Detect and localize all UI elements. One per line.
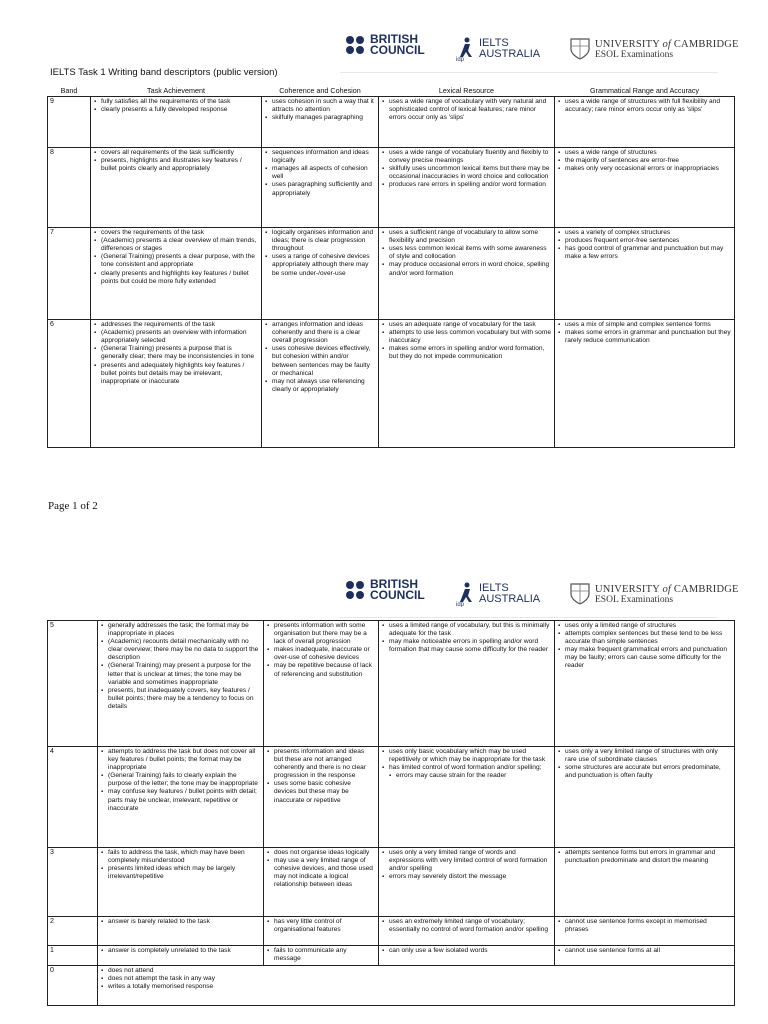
cam-cambridge: CAMBRIDGE (673, 583, 739, 595)
cambridge-esol-logo (570, 38, 739, 60)
list-item: ▪ may produce occasional errors in word choice, spelling and/or word formation (382, 261, 551, 277)
table-row (48, 946, 735, 966)
header-task-achievement: Task Achievement (91, 86, 262, 97)
cambridge-shield-icon (570, 38, 590, 60)
list-item: ▪ writes a totally memorised response (101, 983, 731, 991)
band-number: 3 (48, 848, 98, 917)
list-item: ▪ logically organises information and ideas; there is clear progression throughout (265, 229, 375, 253)
list-item: ▪ makes inadequate, inaccurate or over-use of cohesive devices (267, 646, 375, 662)
logo-bar (0, 579, 768, 619)
list-item: ▪ some structures are accurate but errors predominate, and punctuation is often faulty (558, 764, 731, 780)
table-row (48, 97, 735, 148)
british-council-logo (346, 34, 425, 56)
table-row (48, 848, 735, 917)
header-band: Band (48, 86, 91, 97)
british-council-dots-icon (346, 581, 364, 599)
list-item: ▪ presents information and ideas but these are not arranged coherently and there is no clear progression in the response (267, 748, 375, 780)
list-item: ▪ uses only a limited range of structures (558, 622, 731, 630)
list-item: ▪ arranges information and ideas coherently and there is a clear overall progression (265, 321, 375, 345)
list-item: ▪ clearly presents and highlights key features / bullet points but could be more fully extended (94, 270, 258, 286)
list-item: ▪ fails to address the task, which may have been completely misunderstood (101, 849, 260, 865)
document-title: IELTS Task 1 Writing band descriptors (public version) (50, 67, 278, 78)
band-descriptors-table-page2 (47, 620, 735, 1006)
list-item: ▪ uses cohesive devices effectively, but cohesion within and/or between sentences may be faulty or mechanical (265, 345, 375, 377)
list-item: ▪ can only use a few isolated words (382, 947, 551, 955)
list-item: ▪ may make frequent grammatical errors and punctuation may be faulty; errors can cause some difficulty for the reader (558, 646, 731, 670)
table-row (48, 621, 735, 747)
band-number: 9 (48, 97, 91, 148)
list-item: ▪ uses a range of cohesive devices appropriately although there may be some under-/over-use (265, 253, 375, 277)
list-item: ▪ skilfully manages paragraphing (265, 114, 375, 122)
list-item: ▪ uses an adequate range of vocabulary for the task (382, 321, 551, 329)
cam-cambridge: CAMBRIDGE (673, 38, 739, 50)
list-item: ▪ uses a wide range of structures (558, 149, 731, 157)
list-item: ▪ sequences information and ideas logically (265, 149, 375, 165)
cam-of: of (662, 38, 672, 50)
list-item: ▪ may be repetitive because of lack of referencing and substitution (267, 662, 375, 678)
list-item: ▪ may confuse key features / bullet points with detail; parts may be unclear, irrelevant, repetitive or inaccurate (101, 788, 260, 812)
ielts-line2: AUSTRALIA (479, 48, 541, 60)
list-item: ▪ presents limited ideas which may be largely irrelevant/repetitive (101, 865, 260, 881)
ielts-line2: AUSTRALIA (479, 593, 541, 605)
list-item: ▪ cannot use sentence forms at all (558, 947, 731, 955)
band-number: 4 (48, 747, 98, 848)
header-lexical-resource: Lexical Resource (379, 86, 555, 97)
ielts-line1: IELTS (479, 582, 509, 594)
list-item: ▪ manages all aspects of cohesion well (265, 165, 375, 181)
list-item: ▪ has limited control of word formation and/or spelling; (382, 764, 551, 772)
cam-esol: ESOL Examinations (595, 594, 674, 605)
band-descriptors-table-page1 (47, 86, 735, 448)
list-item: ▪ uses cohesion in such a way that it attracts no attention (265, 98, 375, 114)
band-number: 5 (48, 621, 98, 747)
list-item: ▪ may not always use referencing clearly or appropriately (265, 378, 375, 394)
list-item: ▪ makes some errors in spelling and/or word formation, but they do not impede communication (382, 345, 551, 361)
list-item: ▪ uses a sufficient range of vocabulary to allow some flexibility and precision (382, 229, 551, 245)
cambridge-esol-logo (570, 583, 739, 605)
band-number: 7 (48, 228, 91, 320)
list-item: ▪ uses a wide range of structures with full flexibility and accuracy; rare minor errors occur only as 'slips' (558, 98, 731, 114)
list-item: ▪ produces frequent error-free sentences (558, 237, 731, 245)
table-row (48, 320, 735, 448)
cambridge-shield-icon (570, 583, 590, 605)
list-item: ▪ errors may cause strain for the reader (382, 772, 551, 780)
list-item: ▪ uses a limited range of vocabulary, but this is minimally adequate for the task (382, 622, 551, 638)
table-row (48, 747, 735, 848)
list-item: ▪ has very little control of organisational features (267, 918, 375, 934)
ielts-line1: IELTS (479, 37, 509, 49)
british-council-dots-icon (346, 36, 364, 54)
list-item: ▪ makes some errors in grammar and punctuation but they rarely reduce communication (558, 329, 731, 345)
list-item: ▪ (Academic) presents a clear overview of main trends, differences or stages (94, 237, 258, 253)
list-item: ▪ fully satisfies all the requirements of the task (94, 98, 258, 106)
table-row (48, 228, 735, 320)
list-item: ▪ attempts complex sentences but these tend to be less accurate than simple sentences (558, 630, 731, 646)
british-council-line2: COUNCIL (370, 588, 425, 602)
svg-text:idp: idp (456, 57, 465, 62)
list-item: ▪ clearly presents a fully developed response (94, 106, 258, 114)
list-item: ▪ presents and adequately highlights key features / bullet points but details may be irrelevant, inappropriate or inaccurate (94, 362, 258, 386)
list-item: ▪ produces rare errors in spelling and/or word formation (382, 181, 551, 189)
list-item: ▪ uses a wide range of vocabulary with very natural and sophisticated control of lexical features; rare minor errors occur only as 'slips' (382, 98, 551, 122)
list-item: ▪ makes only very occasional errors or inappropriacies (558, 165, 731, 173)
list-item: ▪ uses some basic cohesive devices but these may be inaccurate or repetitive (267, 780, 375, 804)
table-row (48, 148, 735, 228)
list-item: ▪ cannot use sentence forms except in memorised phrases (558, 918, 731, 934)
british-council-line2: COUNCIL (370, 43, 425, 57)
list-item: ▪ presents, but inadequately covers, key features / bullet points; there may be a tendency to focus on details (101, 687, 260, 711)
idp-figure-icon (456, 581, 476, 607)
band-number: 8 (48, 148, 91, 228)
ielts-australia-logo (456, 36, 540, 62)
list-item: ▪ uses less common lexical items with some awareness of style and collocation (382, 245, 551, 261)
list-item: ▪ generally addresses the task; the format may be inappropriate in places (101, 622, 260, 638)
list-item: ▪ answer is barely related to the task (101, 918, 260, 926)
band-number: 0 (48, 966, 98, 1006)
list-item: ▪ has good control of grammar and punctuation but may make a few errors (558, 245, 731, 261)
list-item: ▪ (General Training) may present a purpose for the letter that is unclear at times; the tone may be variable and sometimes inappropriate (101, 662, 260, 686)
list-item: ▪ attempts to use less common vocabulary but with some inaccuracy (382, 329, 551, 345)
list-item: ▪ (General Training) fails to clearly explain the purpose of the letter; the tone may be inappropriate (101, 772, 260, 788)
list-item: ▪ presents, highlights and illustrates key features / bullet points clearly and appropriately (94, 157, 258, 173)
list-item: ▪ uses a variety of complex structures (558, 229, 731, 237)
list-item: ▪ uses an extremely limited range of vocabulary; essentially no control of word formation and/or spelling (382, 918, 551, 934)
header-grammatical-range: Grammatical Range and Accuracy (555, 86, 735, 97)
british-council-logo (346, 579, 425, 601)
cam-university: UNIVERSITY (595, 38, 660, 50)
list-item: ▪ (General Training) presents a clear purpose, with the tone consistent and appropriate (94, 253, 258, 269)
list-item: ▪ covers the requirements of the task (94, 229, 258, 237)
list-item: ▪ addresses the requirements of the task (94, 321, 258, 329)
table-row (48, 966, 735, 1006)
band-number: 2 (48, 917, 98, 946)
idp-figure-icon (456, 36, 476, 62)
cam-of: of (662, 583, 672, 595)
list-item: ▪ uses only a very limited range of words and expressions with very limited control of word formation and/or spelling (382, 849, 551, 873)
list-item: ▪ fails to communicate any message (267, 947, 375, 963)
band-number: 6 (48, 320, 91, 448)
page-number: Page 1 of 2 (48, 500, 98, 512)
list-item: ▪ (General Training) presents a purpose that is generally clear; there may be inconsistencies in tone (94, 345, 258, 361)
cam-university: UNIVERSITY (595, 583, 660, 595)
list-item: ▪ uses paragraphing sufficiently and appropriately (265, 181, 375, 197)
list-item: ▪ errors may severely distort the message (382, 873, 551, 881)
ielts-australia-logo (456, 581, 540, 607)
table-row (48, 917, 735, 946)
list-item: ▪ skilfully uses uncommon lexical items but there may be occasional inaccuracies in word choice and collocation (382, 165, 551, 181)
cam-esol: ESOL Examinations (595, 49, 674, 60)
british-council-line1: BRITISH (370, 32, 418, 46)
list-item: ▪ does not attend (101, 967, 731, 975)
list-item: ▪ does not organise ideas logically (267, 849, 375, 857)
list-item: ▪ uses only a very limited range of structures with only rare use of subordinate clauses (558, 748, 731, 764)
list-item: ▪ (Academic) recounts detail mechanically with no clear overview; there may be no data to support the description (101, 638, 260, 662)
list-item: ▪ presents information with some organisation but there may be a lack of overall progression (267, 622, 375, 646)
logo-divider (340, 617, 718, 618)
header-coherence-cohesion: Coherence and Cohesion (262, 86, 379, 97)
list-item: ▪ attempts to address the task but does not cover all key features / bullet points; the format may be inappropriate (101, 748, 260, 772)
list-item: ▪ uses only basic vocabulary which may be used repetitively or which may be inappropriate for the task (382, 748, 551, 764)
logo-divider (340, 72, 718, 73)
list-item: ▪ may make noticeable errors in spelling and/or word formation that may cause some difficulty for the reader (382, 638, 551, 654)
list-item: ▪ covers all requirements of the task sufficiently (94, 149, 258, 157)
british-council-line1: BRITISH (370, 577, 418, 591)
list-item: ▪ uses a mix of simple and complex sentence forms (558, 321, 731, 329)
list-item: ▪ attempts sentence forms but errors in grammar and punctuation predominate and distort the meaning (558, 849, 731, 865)
list-item: ▪ the majority of sentences are error-free (558, 157, 731, 165)
list-item: ▪ (Academic) presents an overview with information appropriately selected (94, 329, 258, 345)
band-number: 1 (48, 946, 98, 966)
list-item: ▪ may use a very limited range of cohesive devices, and those used may not indicate a logical relationship between ideas (267, 857, 375, 889)
list-item: ▪ uses a wide range of vocabulary fluently and flexibly to convey precise meanings (382, 149, 551, 165)
svg-text:idp: idp (456, 602, 465, 607)
list-item: ▪ does not attempt the task in any way (101, 975, 731, 983)
list-item: ▪ answer is completely unrelated to the task (101, 947, 260, 955)
